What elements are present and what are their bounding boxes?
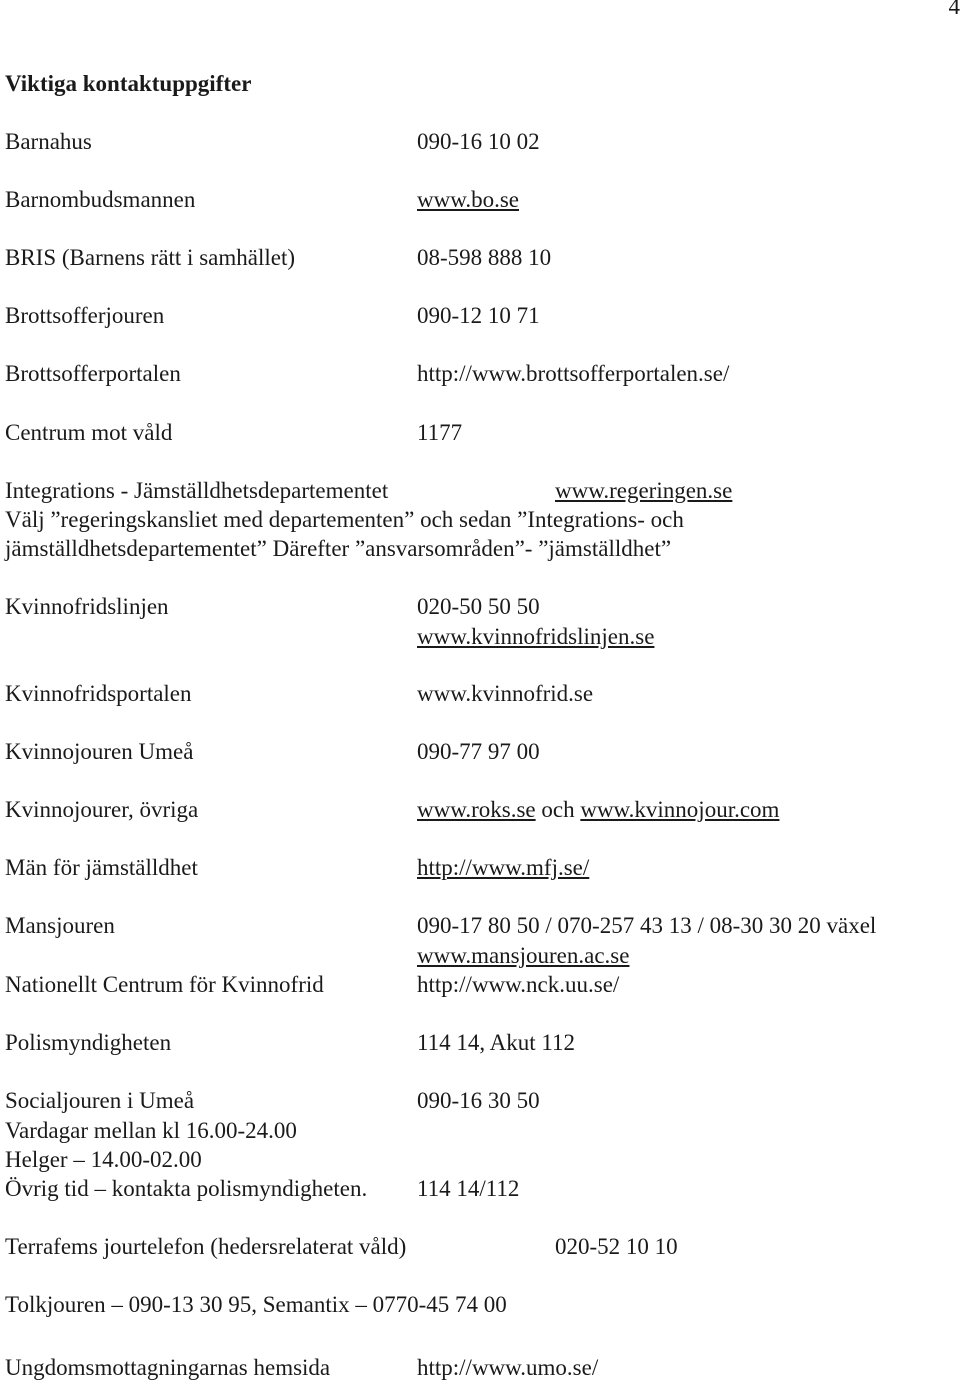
link-kvinnofridslinjen[interactable]: www.kvinnofridslinjen.se bbox=[417, 624, 655, 649]
contact-name-brottsofferportalen: Brottsofferportalen bbox=[5, 361, 181, 386]
contact-name-kvinnofridslinjen: Kvinnofridslinjen bbox=[5, 594, 169, 619]
contact-name-socialjouren: Socialjouren i Umeå bbox=[5, 1088, 195, 1113]
contact-phone-centrum-mot-vald: 1177 bbox=[417, 420, 463, 445]
contact-name-nck: Nationellt Centrum för Kvinnofrid bbox=[5, 972, 324, 997]
contact-phone-kvinnojouren-umea: 090-77 97 00 bbox=[417, 739, 540, 764]
contact-phone-mansjouren: 090-17 80 50 / 070-257 43 13 / 08-30 30 20 växel bbox=[417, 913, 877, 938]
socialjouren-other-time: Övrig tid – kontakta polismyndigheten. bbox=[5, 1176, 368, 1201]
links-separator: och bbox=[541, 797, 575, 822]
contact-phone-polismyndigheten: 114 14, Akut 112 bbox=[417, 1030, 576, 1055]
contact-name-mansjouren: Mansjouren bbox=[5, 913, 115, 938]
contact-tolkjouren-semantix: Tolkjouren – 090-13 30 95, Semantix – 0770-45 74 00 bbox=[5, 1292, 507, 1317]
contact-name-integrations: Integrations - Jämställdhetsdepartementet bbox=[5, 478, 389, 503]
page-number: 4 bbox=[948, 0, 960, 19]
contact-name-polismyndigheten: Polismyndigheten bbox=[5, 1030, 172, 1055]
link-umo[interactable]: http://www.umo.se/ bbox=[417, 1355, 599, 1380]
socialjouren-other-phone: 114 14/112 bbox=[417, 1176, 520, 1201]
link-mansjouren[interactable]: www.mansjouren.ac.se bbox=[417, 943, 630, 968]
contact-phone-barnahus: 090-16 10 02 bbox=[417, 129, 540, 154]
socialjouren-weekdays: Vardagar mellan kl 16.00-24.00 bbox=[5, 1118, 297, 1143]
link-regeringen[interactable]: www.regeringen.se bbox=[555, 478, 733, 503]
contact-name-kvinnojouren-umea: Kvinnojouren Umeå bbox=[5, 739, 194, 764]
contact-phone-socialjouren: 090-16 30 50 bbox=[417, 1088, 540, 1113]
socialjouren-holidays: Helger – 14.00-02.00 bbox=[5, 1147, 202, 1172]
link-kvinnojour[interactable]: www.kvinnojour.com bbox=[580, 797, 780, 822]
contact-phone-brottsofferjouren: 090-12 10 71 bbox=[417, 303, 540, 328]
contact-phone-terrafem: 020-52 10 10 bbox=[555, 1234, 678, 1259]
page-title: Viktiga kontaktuppgifter bbox=[5, 71, 252, 96]
contact-name-barnahus: Barnahus bbox=[5, 129, 92, 154]
contact-name-bris: BRIS (Barnens rätt i samhället) bbox=[5, 245, 295, 270]
link-roks[interactable]: www.roks.se bbox=[417, 797, 536, 822]
integrations-note-line-2: jämställdhetsdepartementet” Därefter ”ansvarsområden”- ”jämställdhet” bbox=[5, 536, 672, 561]
link-kvinnofrid[interactable]: www.kvinnofrid.se bbox=[417, 681, 594, 706]
contact-name-terrafem: Terrafems jourtelefon (hedersrelaterat våld) bbox=[5, 1234, 407, 1259]
contact-phone-kvinnofridslinjen: 020-50 50 50 bbox=[417, 594, 540, 619]
contact-name-centrum-mot-vald: Centrum mot våld bbox=[5, 420, 173, 445]
link-barnombudsmannen[interactable]: www.bo.se bbox=[417, 187, 519, 212]
contact-name-umo: Ungdomsmottagningarnas hemsida bbox=[5, 1355, 331, 1380]
contact-name-kvinnojourer-ovriga: Kvinnojourer, övriga bbox=[5, 797, 199, 822]
contact-name-barnombudsmannen: Barnombudsmannen bbox=[5, 187, 196, 212]
link-brottsofferportalen[interactable]: http://www.brottsofferportalen.se/ bbox=[417, 361, 730, 386]
contact-name-brottsofferjouren: Brottsofferjouren bbox=[5, 303, 165, 328]
contact-name-man-for-jamstalldhet: Män för jämställdhet bbox=[5, 855, 198, 880]
integrations-note-line-1: Välj ”regeringskansliet med departementen” och sedan ”Integrations- och bbox=[5, 507, 684, 532]
contact-name-kvinnofridsportalen: Kvinnofridsportalen bbox=[5, 681, 192, 706]
link-nck[interactable]: http://www.nck.uu.se/ bbox=[417, 972, 620, 997]
link-mfj[interactable]: http://www.mfj.se/ bbox=[417, 855, 590, 880]
contact-phone-bris: 08-598 888 10 bbox=[417, 245, 552, 270]
kvinnojourer-links bbox=[417, 797, 779, 823]
